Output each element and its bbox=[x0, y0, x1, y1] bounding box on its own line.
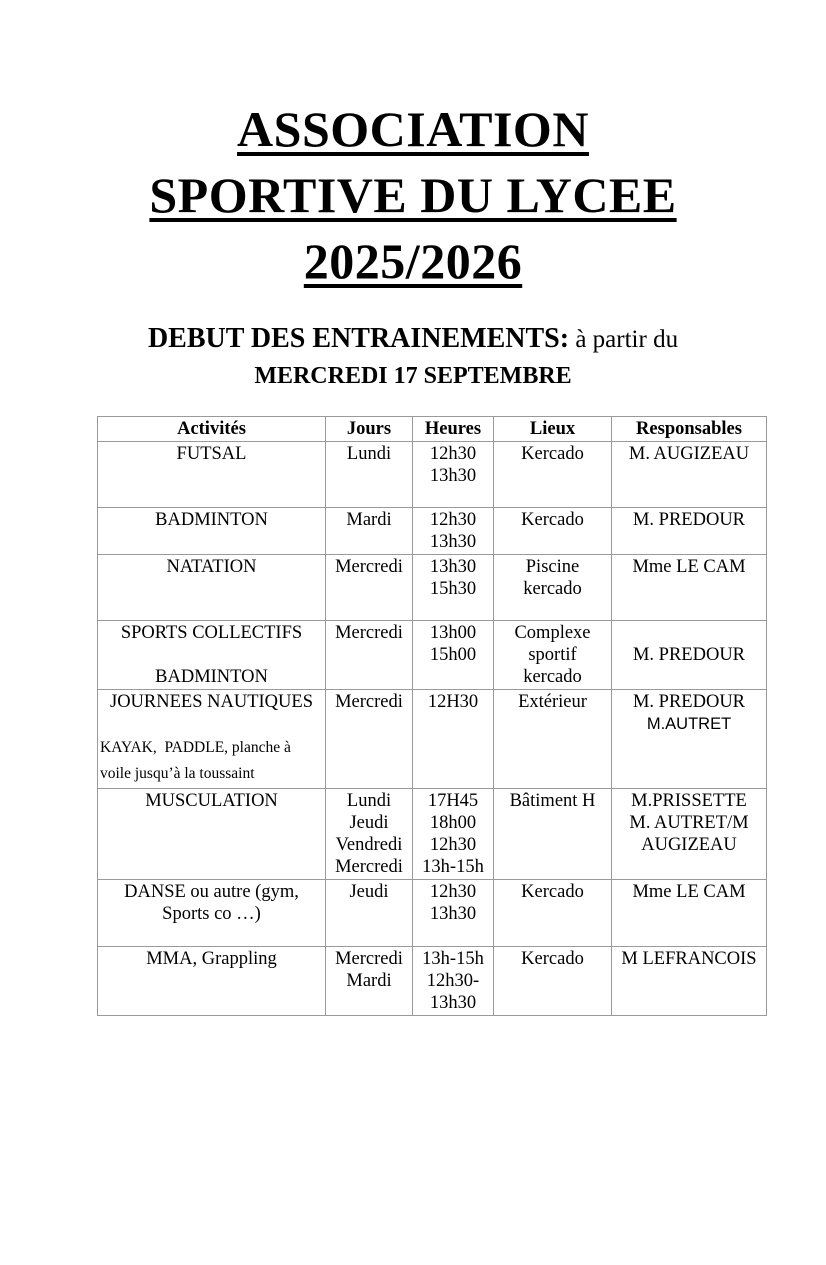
table-row bbox=[98, 789, 767, 880]
cell-line: sportif bbox=[528, 645, 577, 665]
cell-line: Mme LE CAM bbox=[632, 557, 746, 577]
cell-line: BADMINTON bbox=[155, 667, 268, 687]
cell-line: Mercredi bbox=[335, 949, 403, 969]
column-header-0: Activités bbox=[98, 417, 326, 442]
cell-line: Jeudi bbox=[349, 882, 389, 902]
cell-line: Mardi bbox=[346, 510, 392, 530]
cell-line: M. PREDOUR bbox=[632, 692, 746, 712]
cell-r0-c0 bbox=[98, 442, 326, 508]
cell-r1-c4 bbox=[612, 508, 767, 555]
cell-r5-c4 bbox=[612, 789, 767, 880]
cell-r0-c2 bbox=[413, 442, 494, 508]
cell-r7-c4 bbox=[612, 947, 767, 1016]
table-row bbox=[98, 690, 767, 789]
cell-r3-c1 bbox=[326, 621, 413, 690]
cell-line: Kercado bbox=[521, 510, 584, 530]
cell-r5-c3 bbox=[494, 789, 612, 880]
cell-line: Lundi bbox=[346, 444, 392, 464]
column-header-3: Lieux bbox=[494, 417, 612, 442]
cell-line: JOURNEES NAUTIQUES bbox=[110, 692, 313, 712]
cell-line: DANSE ou autre (gym, bbox=[124, 882, 299, 902]
cell-line: kercado bbox=[523, 579, 582, 599]
cell-line: Lundi bbox=[346, 791, 392, 811]
cell-r4-c2 bbox=[413, 690, 494, 789]
cell-line: M. PREDOUR bbox=[632, 645, 746, 665]
cell-r6-c4 bbox=[612, 880, 767, 947]
cell-r5-c1 bbox=[326, 789, 413, 880]
cell-line: Mercredi bbox=[335, 557, 403, 577]
cell-line: Bâtiment H bbox=[509, 791, 596, 811]
table-row bbox=[98, 508, 767, 555]
table-row bbox=[98, 947, 767, 1016]
table-row bbox=[98, 621, 767, 690]
cell-r3-c2 bbox=[413, 621, 494, 690]
cell-r1-c3 bbox=[494, 508, 612, 555]
cell-r6-c3 bbox=[494, 880, 612, 947]
subtitle bbox=[0, 320, 826, 359]
cell-line bbox=[100, 644, 323, 666]
cell-line: Extérieur bbox=[518, 692, 587, 712]
cell-r0-c4 bbox=[612, 442, 767, 508]
cell-r2-c4 bbox=[612, 555, 767, 621]
cell-line: 13h00 bbox=[429, 623, 477, 643]
column-header-1: Jours bbox=[326, 417, 413, 442]
cell-line: 13h30 bbox=[429, 993, 477, 1013]
cell-line: Piscine bbox=[525, 557, 580, 577]
cell-line: 13h30 bbox=[429, 532, 477, 552]
cell-line: MUSCULATION bbox=[145, 791, 278, 811]
cell-line: MMA, Grappling bbox=[146, 949, 277, 969]
cell-line: Kercado bbox=[521, 882, 584, 902]
cell-line: voile jusqu’à la toussaint bbox=[100, 765, 255, 782]
cell-line: SPORTS COLLECTIFS bbox=[120, 623, 303, 643]
cell-r4-c3 bbox=[494, 690, 612, 789]
cell-line: FUTSAL bbox=[176, 444, 247, 464]
cell-r6-c0 bbox=[98, 880, 326, 947]
cell-r1-c0 bbox=[98, 508, 326, 555]
cell-r7-c3 bbox=[494, 947, 612, 1016]
cell-line: Kercado bbox=[521, 949, 584, 969]
cell-line: 12h30 bbox=[429, 444, 477, 464]
cell-r1-c2 bbox=[413, 508, 494, 555]
cell-r4-c4 bbox=[612, 690, 767, 789]
subtitle-bold-text: DEBUT DES ENTRAINEMENTS: bbox=[147, 323, 570, 354]
cell-line: 13h30 bbox=[429, 904, 477, 924]
cell-r3-c0 bbox=[98, 621, 326, 690]
cell-line: Mardi bbox=[346, 971, 392, 991]
cell-r3-c3 bbox=[494, 621, 612, 690]
cell-line: KAYAK, PADDLE, planche à bbox=[100, 739, 291, 756]
cell-line: M. AUGIZEAU bbox=[628, 444, 750, 464]
table-header-row bbox=[98, 417, 767, 442]
cell-r5-c2 bbox=[413, 789, 494, 880]
cell-line bbox=[100, 713, 323, 735]
cell-r5-c0 bbox=[98, 789, 326, 880]
cell-line: Complexe bbox=[514, 623, 591, 643]
cell-line: 12H30 bbox=[427, 692, 479, 712]
cell-line bbox=[614, 622, 764, 644]
cell-line: 12h30- bbox=[426, 971, 480, 991]
table-row bbox=[98, 442, 767, 508]
cell-r6-c1 bbox=[326, 880, 413, 947]
title-line-1: ASSOCIATION bbox=[237, 101, 589, 157]
cell-line: Vendredi bbox=[335, 835, 403, 855]
table-row bbox=[98, 880, 767, 947]
cell-line: Mercredi bbox=[335, 692, 403, 712]
cell-line: kercado bbox=[523, 667, 582, 687]
cell-line: Mercredi bbox=[335, 623, 403, 643]
cell-line: 13h30 bbox=[429, 466, 477, 486]
column-header-4: Responsables bbox=[612, 417, 767, 442]
cell-line: M.PRISSETTE bbox=[631, 791, 747, 811]
cell-line: M LEFRANCOIS bbox=[621, 949, 757, 969]
cell-line: 18h00 bbox=[429, 813, 477, 833]
column-header-2: Heures bbox=[413, 417, 494, 442]
title-line-2: SPORTIVE DU LYCEE bbox=[149, 167, 677, 223]
cell-line: Sports co …) bbox=[162, 904, 261, 924]
cell-r7-c1 bbox=[326, 947, 413, 1016]
cell-line: 13h30 bbox=[429, 557, 477, 577]
cell-line: 15h00 bbox=[429, 645, 477, 665]
cell-r4-c0 bbox=[98, 690, 326, 789]
cell-line: M.AUTRET bbox=[646, 715, 732, 733]
table-body bbox=[98, 442, 767, 1016]
cell-line: 13h-15h bbox=[422, 857, 484, 877]
cell-r2-c0 bbox=[98, 555, 326, 621]
page-title bbox=[0, 96, 826, 294]
cell-line: AUGIZEAU bbox=[641, 835, 737, 855]
subtitle-regular-text: à partir du bbox=[575, 326, 679, 353]
document-page bbox=[0, 96, 826, 1265]
subtitle-date: MERCREDI 17 SEPTEMBRE bbox=[254, 363, 572, 389]
cell-r0-c1 bbox=[326, 442, 413, 508]
cell-r2-c1 bbox=[326, 555, 413, 621]
cell-r4-c1 bbox=[326, 690, 413, 789]
cell-line: 12h30 bbox=[429, 835, 477, 855]
table-head bbox=[98, 417, 767, 442]
cell-line: 12h30 bbox=[429, 882, 477, 902]
cell-r2-c3 bbox=[494, 555, 612, 621]
cell-line: 15h30 bbox=[429, 579, 477, 599]
cell-line: Jeudi bbox=[349, 813, 389, 833]
cell-r3-c4 bbox=[612, 621, 767, 690]
cell-r6-c2 bbox=[413, 880, 494, 947]
cell-line: M. AUTRET/M bbox=[629, 813, 749, 833]
title-line-3: 2025/2026 bbox=[303, 233, 523, 289]
cell-r0-c3 bbox=[494, 442, 612, 508]
table-row bbox=[98, 555, 767, 621]
cell-line: NATATION bbox=[166, 557, 257, 577]
schedule-table bbox=[97, 416, 767, 1016]
cell-line: 12h30 bbox=[429, 510, 477, 530]
cell-r7-c2 bbox=[413, 947, 494, 1016]
cell-line: Kercado bbox=[521, 444, 584, 464]
cell-r1-c1 bbox=[326, 508, 413, 555]
cell-line: BADMINTON bbox=[155, 510, 268, 530]
cell-line: 17H45 bbox=[427, 791, 479, 811]
cell-line: 13h-15h bbox=[422, 949, 484, 969]
cell-line: M. PREDOUR bbox=[632, 510, 746, 530]
cell-r7-c0 bbox=[98, 947, 326, 1016]
cell-r2-c2 bbox=[413, 555, 494, 621]
cell-line: Mercredi bbox=[335, 857, 403, 877]
cell-line: Mme LE CAM bbox=[632, 882, 746, 902]
